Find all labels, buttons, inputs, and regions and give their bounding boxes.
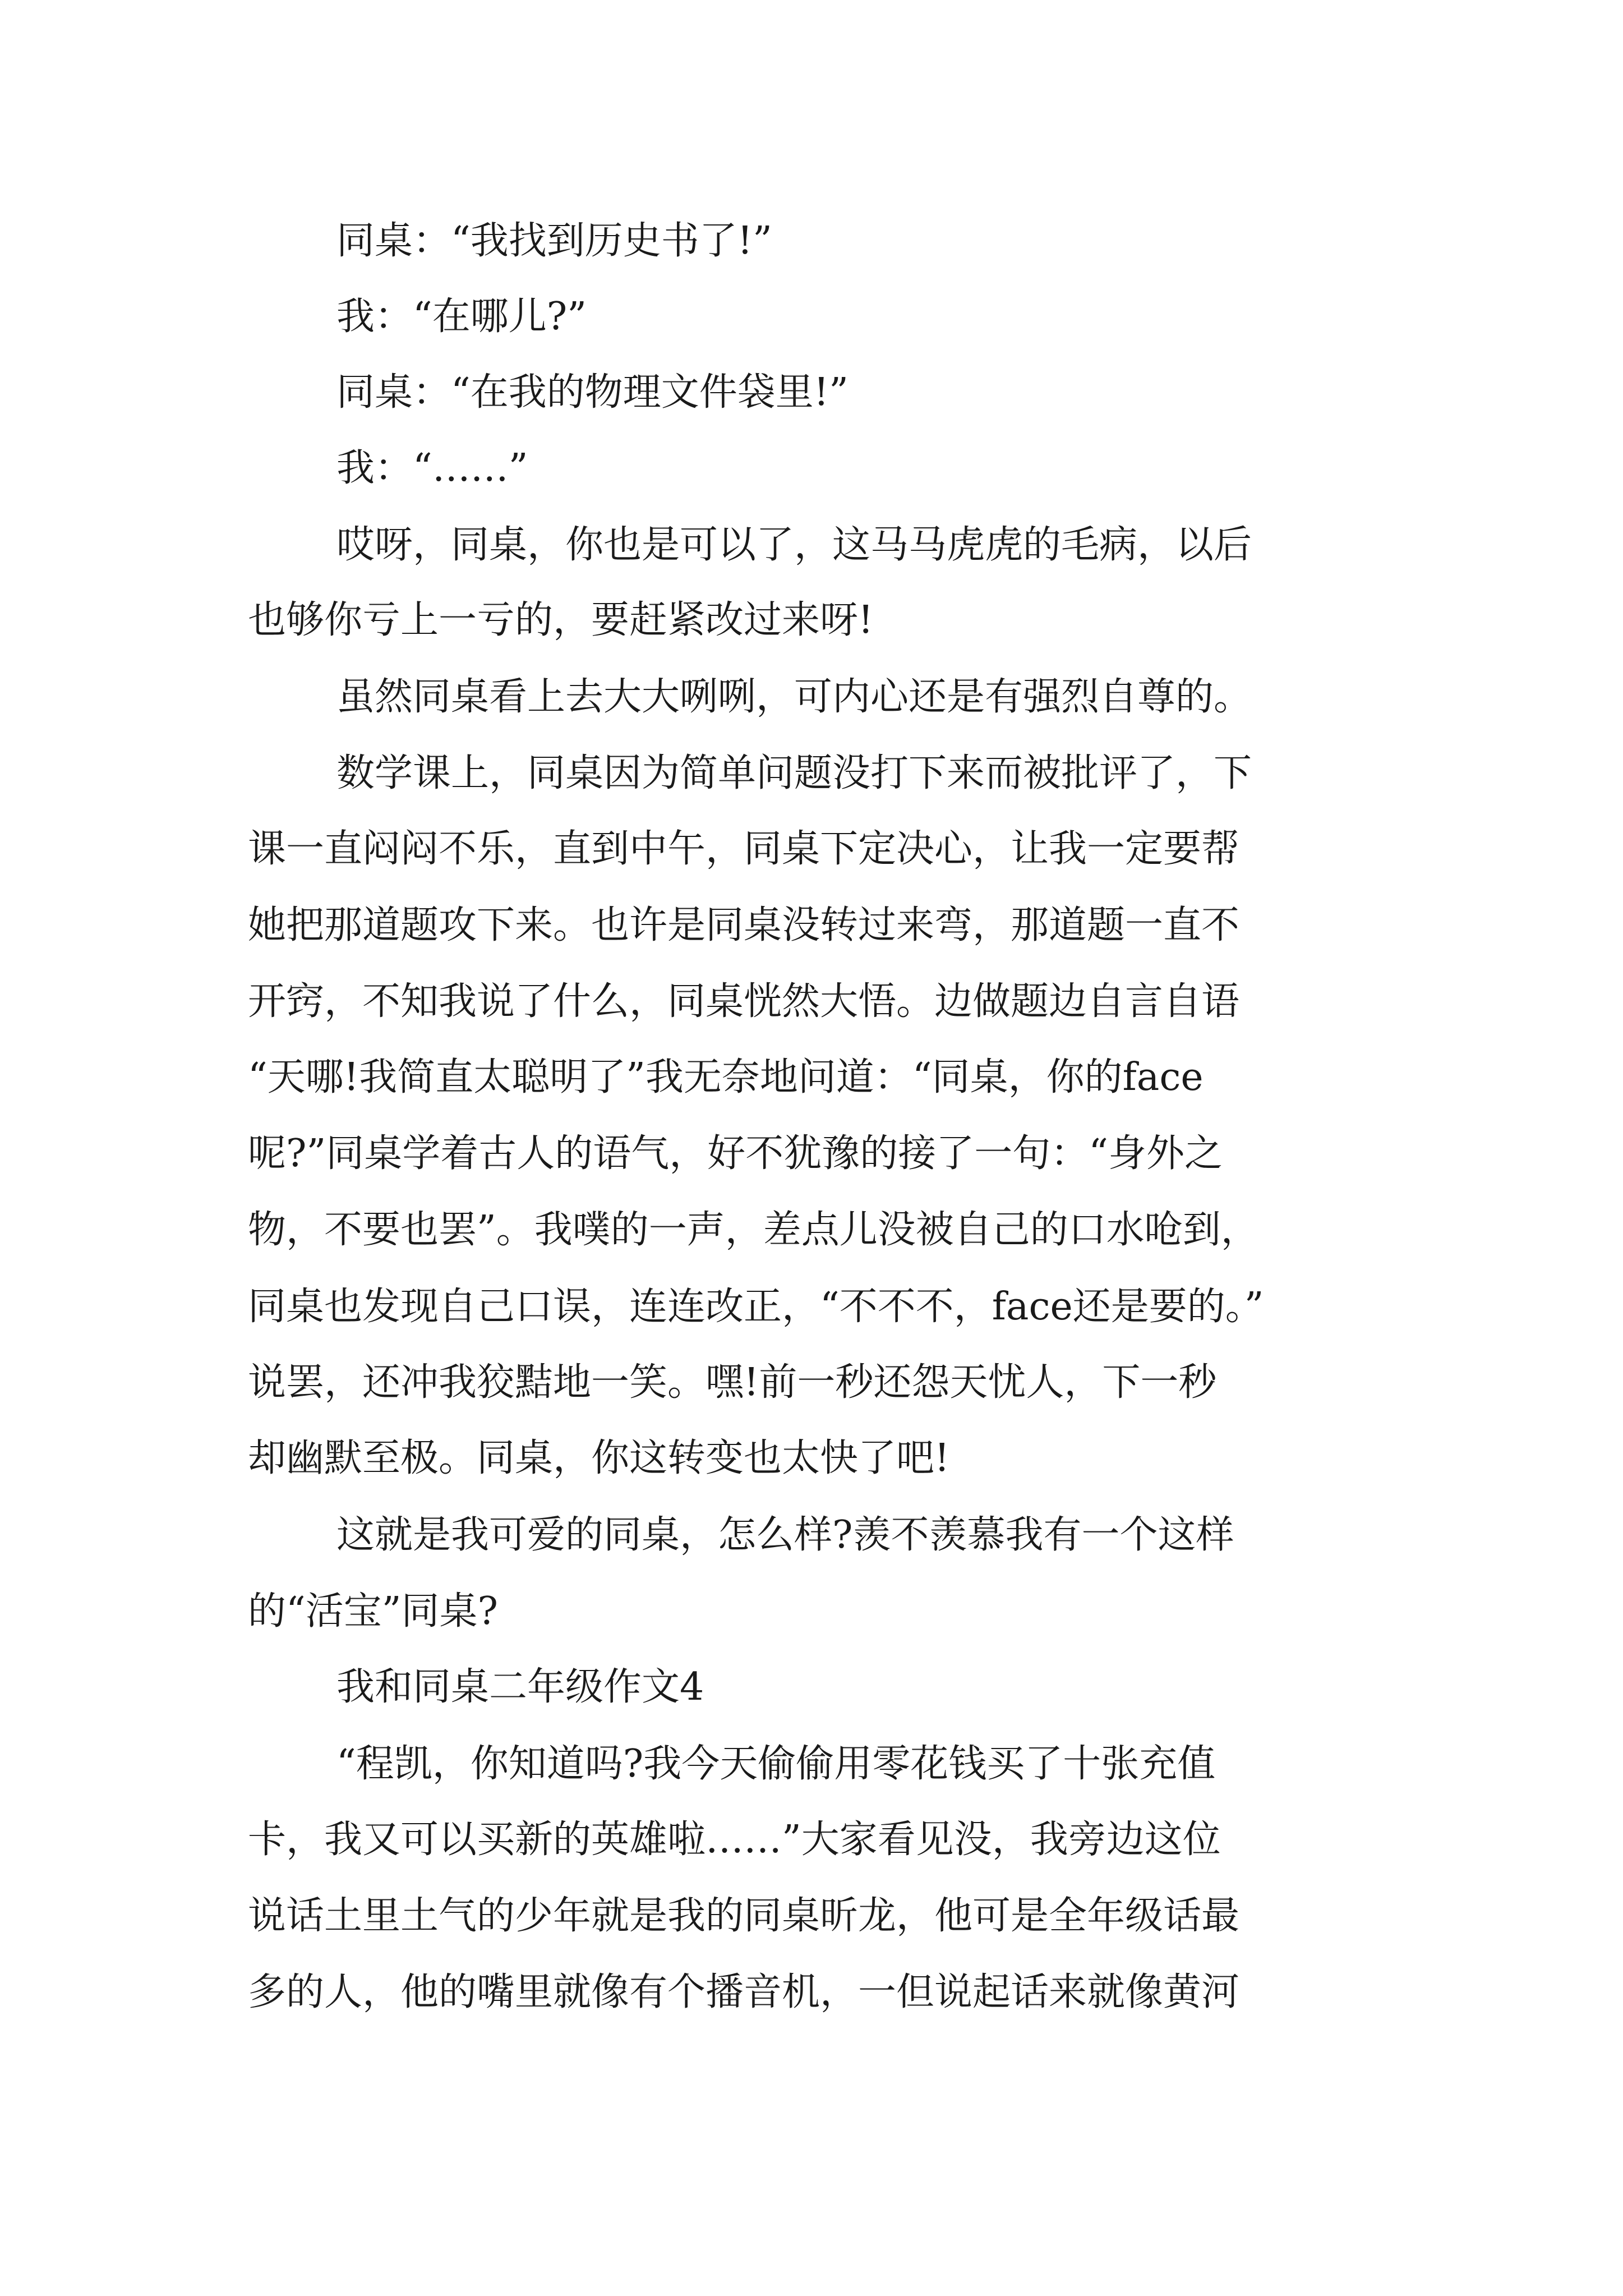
text-line-23: 说话土里土气的少年就是我的同桌昕龙，他可是全年级话最 [248, 1894, 1240, 1938]
text-line-7: 虽然同桌看上去大大咧咧，可内心还是有强烈自尊的。 [336, 675, 1252, 719]
text-line-18: 这就是我可爱的同桌，怎么样?羡不羡慕我有一个这样 [336, 1513, 1234, 1557]
text-line-14: 物，不要也罢”。我噗的一声，差点儿没被自己的口水呛到， [248, 1208, 1259, 1252]
text-line-4: 我：“……” [336, 446, 528, 490]
text-line-17: 却幽默至极。同桌，你这转变也太快了吧! [248, 1436, 950, 1480]
text-line-21: “程凯，你知道吗?我今天偷偷用零花钱买了十张充值 [336, 1742, 1216, 1786]
section-heading: 我和同桌二年级作文4 [336, 1665, 704, 1709]
text-line-2: 我：“在哪儿?” [336, 295, 587, 339]
text-line-16: 说罢，还冲我狡黠地一笑。嘿!前一秒还怨天忧人，下一秒 [248, 1360, 1217, 1405]
text-line-5: 哎呀，同桌，你也是可以了，这马马虎虎的毛病，以后 [336, 523, 1252, 567]
text-line-19: 的“活宝”同桌? [248, 1589, 498, 1634]
text-line-3: 同桌：“在我的物理文件袋里!” [336, 370, 849, 415]
text-line-24: 多的人，他的嘴里就像有个播音机，一但说起话来就像黄河 [248, 1970, 1240, 2014]
text-line-10: 她把那道题攻下来。也许是同桌没转过来弯，那道题一直不 [248, 903, 1240, 947]
text-line-15: 同桌也发现自己口误，连连改正，“不不不，face还是要的。” [248, 1285, 1264, 1329]
text-line-13: 呢?”同桌学着古人的语气，好不犹豫的接了一句：“身外之 [248, 1131, 1223, 1176]
text-line-9: 课一直闷闷不乐，直到中午，同桌下定决心，让我一定要帮 [248, 827, 1240, 871]
text-line-11: 开窍，不知我说了什么，同桌恍然大悟。边做题边自言自语 [248, 979, 1240, 1024]
text-line-22: 卡，我又可以买新的英雄啦……”大家看见没，我旁边这位 [248, 1818, 1221, 1862]
text-line-6: 也够你亏上一亏的，要赶紧改过来呀! [248, 598, 874, 642]
text-line-8: 数学课上，同桌因为简单问题没打下来而被批评了，下 [336, 751, 1252, 795]
text-line-12: “天哪!我简直太聪明了”我无奈地问道：“同桌，你的face [248, 1055, 1204, 1099]
text-line-1: 同桌：“我找到历史书了!” [336, 219, 772, 263]
